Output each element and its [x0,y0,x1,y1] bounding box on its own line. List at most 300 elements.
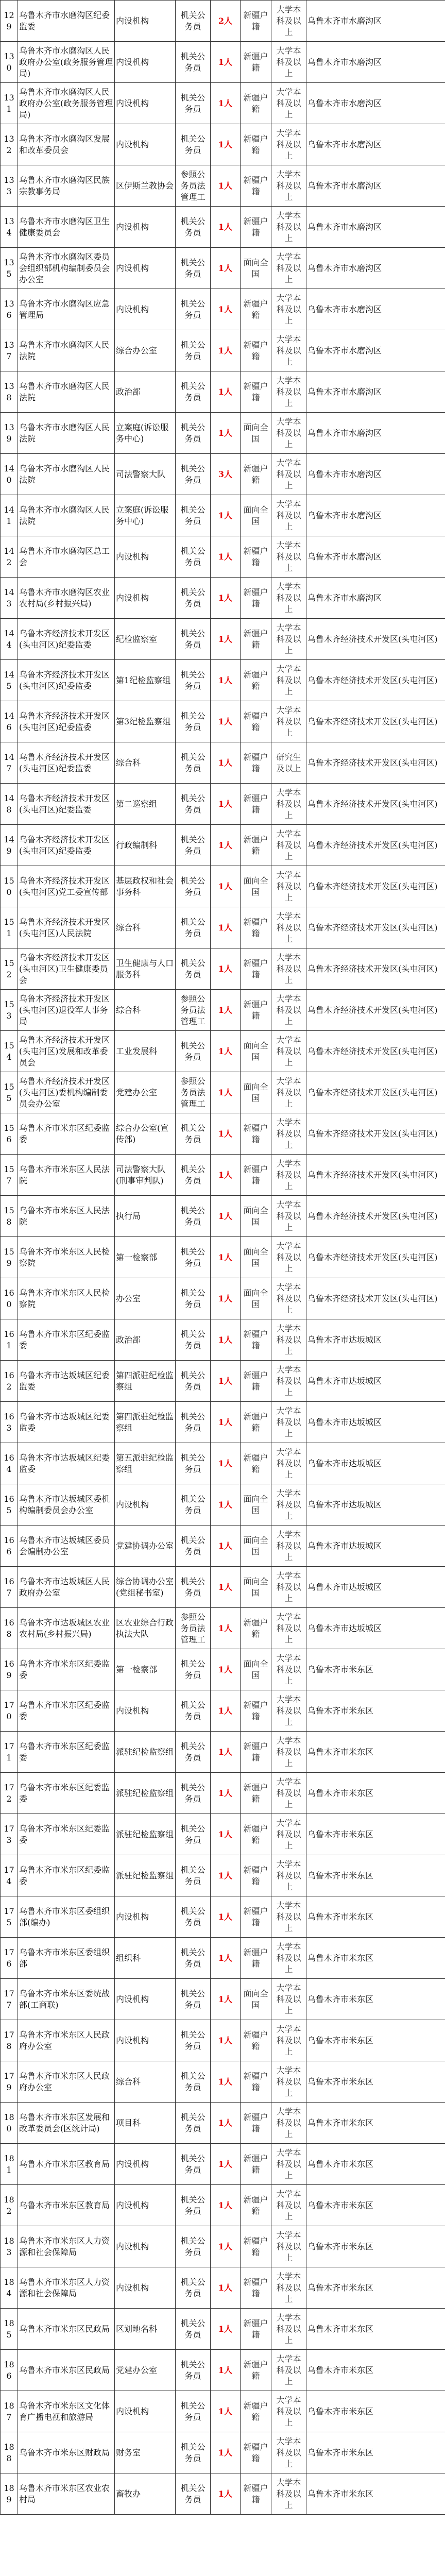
table-row [1,2226,445,2267]
category-cell: 机关公务员 [176,2432,211,2473]
unit-cell: 乌鲁木齐市米东区纪委监委 [18,1814,115,1855]
position-cell: 立案庭(诉讼服务中心) [115,495,176,536]
category-cell: 机关公务员 [176,2350,211,2391]
category-cell: 机关公务员 [176,784,211,825]
position-cell: 内设机构 [115,578,176,619]
category-cell: 机关公务员 [176,1938,211,1979]
location-cell: 乌鲁木齐经济技术开发区(头屯河区) [306,1278,445,1319]
category-cell: 机关公务员 [176,2226,211,2267]
location-cell: 乌鲁木齐市米东区 [306,2226,445,2267]
row-number: 174 [1,1855,18,1896]
row-number: 154 [1,1031,18,1072]
unit-cell: 乌鲁木齐经济技术开发区(头屯河区)委机构编制委员会办公室 [18,1072,115,1113]
row-number: 179 [1,2061,18,2103]
position-cell: 派驻纪检监察组 [115,1773,176,1814]
household-cell: 新疆户籍 [241,990,271,1031]
position-cell: 派驻纪检监察组 [115,1732,176,1773]
row-number: 173 [1,1814,18,1855]
table-row [1,2061,445,2103]
category-cell: 机关公务员 [176,619,211,660]
table-row [1,1072,445,1113]
location-cell: 乌鲁木齐经济技术开发区(头屯河区) [306,1237,445,1278]
table-row [1,2103,445,2144]
position-cell: 区划地名科 [115,2309,176,2350]
headcount-cell: 1人 [211,1031,241,1072]
education-cell: 大学本科及以上 [271,330,306,371]
household-cell: 新疆户籍 [241,2226,271,2267]
location-cell: 乌鲁木齐市水磨沟区 [306,536,445,578]
row-number: 175 [1,1896,18,1938]
position-cell: 区伊斯兰教协会 [115,165,176,207]
table-row [1,2391,445,2432]
position-cell: 第一检察部 [115,1649,176,1690]
unit-cell: 乌鲁木齐市米东区人民法院 [18,1196,115,1237]
table-row [1,784,445,825]
position-cell: 司法警察大队 [115,454,176,495]
headcount-cell: 1人 [211,990,241,1031]
position-cell: 综合办公室(宣传部) [115,1113,176,1155]
position-cell: 内设机构 [115,248,176,289]
unit-cell: 乌鲁木齐市水磨沟区人民政府办公室(政务服务管理局) [18,42,115,83]
unit-cell: 乌鲁木齐市米东区纪委监委 [18,1690,115,1732]
location-cell: 乌鲁木齐市米东区 [306,1773,445,1814]
education-cell: 大学本科及以上 [271,990,306,1031]
household-cell: 新疆户籍 [241,1896,271,1938]
category-cell: 机关公务员 [176,42,211,83]
position-cell: 内设机构 [115,1690,176,1732]
table-row [1,1484,445,1526]
location-cell: 乌鲁木齐经济技术开发区(头屯河区) [306,1155,445,1196]
unit-cell: 乌鲁木齐市米东区人民政府办公室 [18,2020,115,2061]
table-row [1,371,445,413]
household-cell: 新疆户籍 [241,948,271,990]
education-cell: 大学本科及以上 [271,701,306,742]
education-cell: 大学本科及以上 [271,948,306,990]
category-cell: 机关公务员 [176,1402,211,1443]
position-cell: 第一检察部 [115,1237,176,1278]
category-cell: 机关公务员 [176,2020,211,2061]
location-cell: 乌鲁木齐市水磨沟区 [306,330,445,371]
education-cell: 大学本科及以上 [271,1237,306,1278]
location-cell: 乌鲁木齐市水磨沟区 [306,165,445,207]
household-cell: 新疆户籍 [241,2432,271,2473]
household-cell: 新疆户籍 [241,1855,271,1896]
table-row [1,289,445,330]
headcount-cell: 1人 [211,1319,241,1361]
headcount-cell: 1人 [211,1979,241,2020]
position-cell: 内设机构 [115,207,176,248]
table-row [1,1979,445,2020]
table-row [1,42,445,83]
category-cell: 机关公务员 [176,2103,211,2144]
unit-cell: 乌鲁木齐市米东区民政局 [18,2309,115,2350]
location-cell: 乌鲁木齐经济技术开发区(头屯河区) [306,1072,445,1113]
unit-cell: 乌鲁木齐市米东区纪委监委 [18,1732,115,1773]
education-cell: 大学本科及以上 [271,1402,306,1443]
education-cell: 大学本科及以上 [271,83,306,124]
headcount-cell: 1人 [211,825,241,866]
unit-cell: 乌鲁木齐市米东区纪委监委 [18,1649,115,1690]
headcount-cell: 1人 [211,2061,241,2103]
position-cell: 第二巡察组 [115,784,176,825]
table-row [1,2432,445,2473]
unit-cell: 乌鲁木齐市水磨沟区民族宗教事务局 [18,165,115,207]
education-cell: 大学本科及以上 [271,1155,306,1196]
education-cell: 大学本科及以上 [271,248,306,289]
household-cell: 新疆户籍 [241,1608,271,1649]
headcount-cell: 1人 [211,2432,241,2473]
table-row [1,1732,445,1773]
education-cell: 大学本科及以上 [271,1567,306,1608]
education-cell: 大学本科及以上 [271,2473,306,2515]
row-number: 171 [1,1732,18,1773]
category-cell: 机关公务员 [176,578,211,619]
location-cell: 乌鲁木齐市水磨沟区 [306,83,445,124]
education-cell: 大学本科及以上 [271,165,306,207]
education-cell: 大学本科及以上 [271,1319,306,1361]
table-row [1,866,445,907]
position-cell: 组织科 [115,1938,176,1979]
unit-cell: 乌鲁木齐市米东区委统战部(工商联) [18,1979,115,2020]
position-cell: 综合协调办公室(党组秘书室) [115,1567,176,1608]
unit-cell: 乌鲁木齐市水磨沟区人民法院 [18,495,115,536]
row-number: 187 [1,2391,18,2432]
row-number: 186 [1,2350,18,2391]
household-cell: 新疆户籍 [241,1155,271,1196]
unit-cell: 乌鲁木齐经济技术开发区(头屯河区)卫生健康委员会 [18,948,115,990]
position-cell: 党建办公室 [115,2350,176,2391]
table-row [1,413,445,454]
table-row [1,2020,445,2061]
location-cell: 乌鲁木齐市米东区 [306,1855,445,1896]
position-cell: 内设机构 [115,1,176,42]
education-cell: 大学本科及以上 [271,371,306,413]
location-cell: 乌鲁木齐经济技术开发区(头屯河区) [306,784,445,825]
unit-cell: 乌鲁木齐市米东区文化体育广播电视和旅游局 [18,2391,115,2432]
education-cell: 大学本科及以上 [271,1443,306,1484]
table-row [1,948,445,990]
location-cell: 乌鲁木齐市米东区 [306,2473,445,2515]
category-cell: 机关公务员 [176,495,211,536]
category-cell: 机关公务员 [176,948,211,990]
category-cell: 机关公务员 [176,1,211,42]
education-cell: 大学本科及以上 [271,1608,306,1649]
category-cell: 机关公务员 [176,1773,211,1814]
household-cell: 面向全国 [241,1237,271,1278]
category-cell: 机关公务员 [176,1155,211,1196]
headcount-cell: 1人 [211,907,241,948]
category-cell: 机关公务员 [176,413,211,454]
headcount-cell: 1人 [211,2473,241,2515]
location-cell: 乌鲁木齐市米东区 [306,1896,445,1938]
category-cell: 参照公务员法管理工 [176,1072,211,1113]
category-cell: 机关公务员 [176,2267,211,2309]
headcount-cell: 1人 [211,866,241,907]
unit-cell: 乌鲁木齐市达坂城区纪委监委 [18,1443,115,1484]
headcount-cell: 2人 [211,1,241,42]
row-number: 185 [1,2309,18,2350]
unit-cell: 乌鲁木齐市达坂城区人民政府办公室 [18,1567,115,1608]
unit-cell: 乌鲁木齐经济技术开发区(头屯河区)纪委监委 [18,660,115,701]
location-cell: 乌鲁木齐市水磨沟区 [306,248,445,289]
education-cell: 大学本科及以上 [271,2267,306,2309]
table-row [1,1938,445,1979]
unit-cell: 乌鲁木齐市米东区人民检察院 [18,1278,115,1319]
location-cell: 乌鲁木齐市米东区 [306,2061,445,2103]
education-cell: 大学本科及以上 [271,2432,306,2473]
position-cell: 内设机构 [115,83,176,124]
row-number: 144 [1,619,18,660]
education-cell: 大学本科及以上 [271,1896,306,1938]
headcount-cell: 1人 [211,1402,241,1443]
category-cell: 机关公务员 [176,1732,211,1773]
row-number: 164 [1,1443,18,1484]
category-cell: 机关公务员 [176,825,211,866]
household-cell: 面向全国 [241,1526,271,1567]
row-number: 139 [1,413,18,454]
table-row [1,1237,445,1278]
household-cell: 新疆户籍 [241,1690,271,1732]
unit-cell: 乌鲁木齐市米东区财政局 [18,2432,115,2473]
headcount-cell: 1人 [211,124,241,165]
headcount-cell: 1人 [211,1938,241,1979]
table-body [1,1,445,2515]
household-cell: 面向全国 [241,413,271,454]
location-cell: 乌鲁木齐市水磨沟区 [306,289,445,330]
table-row [1,742,445,784]
row-number: 150 [1,866,18,907]
unit-cell: 乌鲁木齐市米东区人民法院 [18,1155,115,1196]
location-cell: 乌鲁木齐市水磨沟区 [306,371,445,413]
unit-cell: 乌鲁木齐市米东区纪委监委 [18,1113,115,1155]
headcount-cell: 1人 [211,1113,241,1155]
headcount-cell: 1人 [211,1526,241,1567]
category-cell: 机关公务员 [176,2391,211,2432]
row-number: 140 [1,454,18,495]
category-cell: 机关公务员 [176,1443,211,1484]
household-cell: 新疆户籍 [241,1443,271,1484]
headcount-cell: 1人 [211,2350,241,2391]
row-number: 170 [1,1690,18,1732]
unit-cell: 乌鲁木齐市米东区纪委监委 [18,1773,115,1814]
table-row [1,1402,445,1443]
location-cell: 乌鲁木齐经济技术开发区(头屯河区) [306,619,445,660]
table-row [1,454,445,495]
category-cell: 参照公务员法管理工 [176,990,211,1031]
unit-cell: 乌鲁木齐市米东区委组织部(编办) [18,1896,115,1938]
education-cell: 大学本科及以上 [271,1113,306,1155]
table-row [1,2267,445,2309]
row-number: 129 [1,1,18,42]
row-number: 177 [1,1979,18,2020]
education-cell: 大学本科及以上 [271,1979,306,2020]
location-cell: 乌鲁木齐市米东区 [306,1814,445,1855]
household-cell: 新疆户籍 [241,1814,271,1855]
category-cell: 机关公务员 [176,2185,211,2226]
position-cell: 项目科 [115,2103,176,2144]
category-cell: 机关公务员 [176,371,211,413]
table-row [1,1814,445,1855]
household-cell: 面向全国 [241,248,271,289]
education-cell: 大学本科及以上 [271,907,306,948]
row-number: 166 [1,1526,18,1567]
headcount-cell: 1人 [211,1155,241,1196]
location-cell: 乌鲁木齐经济技术开发区(头屯河区) [306,825,445,866]
category-cell: 机关公务员 [176,1896,211,1938]
location-cell: 乌鲁木齐市米东区 [306,2391,445,2432]
unit-cell: 乌鲁木齐市米东区纪委监委 [18,1319,115,1361]
location-cell: 乌鲁木齐市达坂城区 [306,1361,445,1402]
education-cell: 大学本科及以上 [271,2226,306,2267]
category-cell: 机关公务员 [176,1567,211,1608]
unit-cell: 乌鲁木齐市米东区委组织部 [18,1938,115,1979]
row-number: 133 [1,165,18,207]
unit-cell: 乌鲁木齐市米东区发展和改革委员会(区统计局) [18,2103,115,2144]
headcount-cell: 1人 [211,578,241,619]
household-cell: 新疆户籍 [241,742,271,784]
table-row [1,2144,445,2185]
location-cell: 乌鲁木齐市米东区 [306,1938,445,1979]
headcount-cell: 1人 [211,2267,241,2309]
education-cell: 大学本科及以上 [271,619,306,660]
position-cell: 财务室 [115,2432,176,2473]
row-number: 151 [1,907,18,948]
category-cell: 机关公务员 [176,124,211,165]
headcount-cell: 1人 [211,2391,241,2432]
table-row [1,1113,445,1155]
row-number: 132 [1,124,18,165]
unit-cell: 乌鲁木齐市米东区人力资源和社会保障局 [18,2267,115,2309]
table-row [1,1690,445,1732]
household-cell: 新疆户籍 [241,2473,271,2515]
category-cell: 机关公务员 [176,330,211,371]
household-cell: 新疆户籍 [241,2391,271,2432]
row-number: 149 [1,825,18,866]
position-cell: 第四派驻纪检监察组 [115,1402,176,1443]
unit-cell: 乌鲁木齐市达坂城区纪委监委 [18,1361,115,1402]
row-number: 141 [1,495,18,536]
headcount-cell: 1人 [211,1608,241,1649]
household-cell: 新疆户籍 [241,536,271,578]
position-cell: 立案庭(诉讼服务中心) [115,413,176,454]
household-cell: 面向全国 [241,1567,271,1608]
headcount-cell: 1人 [211,1732,241,1773]
table-row [1,1855,445,1896]
category-cell: 机关公务员 [176,248,211,289]
education-cell: 大学本科及以上 [271,578,306,619]
category-cell: 机关公务员 [176,2144,211,2185]
row-number: 145 [1,660,18,701]
headcount-cell: 1人 [211,2309,241,2350]
location-cell: 乌鲁木齐市水磨沟区 [306,207,445,248]
household-cell: 新疆户籍 [241,1319,271,1361]
unit-cell: 乌鲁木齐市水磨沟区总工会 [18,536,115,578]
position-cell: 行政编制科 [115,825,176,866]
headcount-cell: 1人 [211,165,241,207]
row-number: 147 [1,742,18,784]
unit-cell: 乌鲁木齐市水磨沟区发展和改革委员会 [18,124,115,165]
category-cell: 机关公务员 [176,1031,211,1072]
table-row [1,907,445,948]
position-cell: 内设机构 [115,2267,176,2309]
education-cell: 大学本科及以上 [271,536,306,578]
category-cell: 机关公务员 [176,1319,211,1361]
row-number: 155 [1,1072,18,1113]
headcount-cell: 1人 [211,1773,241,1814]
unit-cell: 乌鲁木齐市米东区教育局 [18,2185,115,2226]
row-number: 159 [1,1237,18,1278]
unit-cell: 乌鲁木齐市水磨沟区委员会组织部机构编制委员会办公室 [18,248,115,289]
location-cell: 乌鲁木齐经济技术开发区(头屯河区) [306,1113,445,1155]
row-number: 156 [1,1113,18,1155]
education-cell: 大学本科及以上 [271,1484,306,1526]
household-cell: 新疆户籍 [241,619,271,660]
table-row [1,2473,445,2515]
row-number: 130 [1,42,18,83]
headcount-cell: 1人 [211,784,241,825]
headcount-cell: 1人 [211,207,241,248]
table-row [1,1896,445,1938]
row-number: 188 [1,2432,18,2473]
position-cell: 第五派驻纪检监察组 [115,1443,176,1484]
headcount-cell: 1人 [211,536,241,578]
household-cell: 新疆户籍 [241,1773,271,1814]
category-cell: 机关公务员 [176,907,211,948]
household-cell: 面向全国 [241,495,271,536]
row-number: 137 [1,330,18,371]
location-cell: 乌鲁木齐经济技术开发区(头屯河区) [306,1196,445,1237]
row-number: 134 [1,207,18,248]
row-number: 172 [1,1773,18,1814]
location-cell: 乌鲁木齐经济技术开发区(头屯河区) [306,701,445,742]
location-cell: 乌鲁木齐市达坂城区 [306,1567,445,1608]
position-cell: 内设机构 [115,2185,176,2226]
headcount-cell: 1人 [211,2103,241,2144]
headcount-cell: 1人 [211,495,241,536]
row-number: 136 [1,289,18,330]
position-cell: 内设机构 [115,124,176,165]
household-cell: 面向全国 [241,1072,271,1113]
row-number: 146 [1,701,18,742]
row-number: 138 [1,371,18,413]
headcount-cell: 1人 [211,660,241,701]
unit-cell: 乌鲁木齐市米东区教育局 [18,2144,115,2185]
position-cell: 综合科 [115,907,176,948]
headcount-cell: 1人 [211,619,241,660]
unit-cell: 乌鲁木齐经济技术开发区(头屯河区)纪委监委 [18,619,115,660]
table-row [1,536,445,578]
unit-cell: 乌鲁木齐经济技术开发区(头屯河区)纪委监委 [18,701,115,742]
unit-cell: 乌鲁木齐市水磨沟区人民政府办公室(政务服务管理局) [18,83,115,124]
education-cell: 大学本科及以上 [271,413,306,454]
table-row [1,1319,445,1361]
household-cell: 新疆户籍 [241,660,271,701]
table-row [1,1649,445,1690]
headcount-cell: 1人 [211,2144,241,2185]
education-cell: 大学本科及以上 [271,2391,306,2432]
headcount-cell: 1人 [211,1443,241,1484]
position-cell: 内设机构 [115,2391,176,2432]
table-row [1,1773,445,1814]
location-cell: 乌鲁木齐市水磨沟区 [306,1,445,42]
unit-cell: 乌鲁木齐市米东区民政局 [18,2350,115,2391]
position-cell: 工业发展科 [115,1031,176,1072]
household-cell: 新疆户籍 [241,207,271,248]
category-cell: 机关公务员 [176,1113,211,1155]
category-cell: 机关公务员 [176,1690,211,1732]
household-cell: 面向全国 [241,1649,271,1690]
household-cell: 新疆户籍 [241,1113,271,1155]
